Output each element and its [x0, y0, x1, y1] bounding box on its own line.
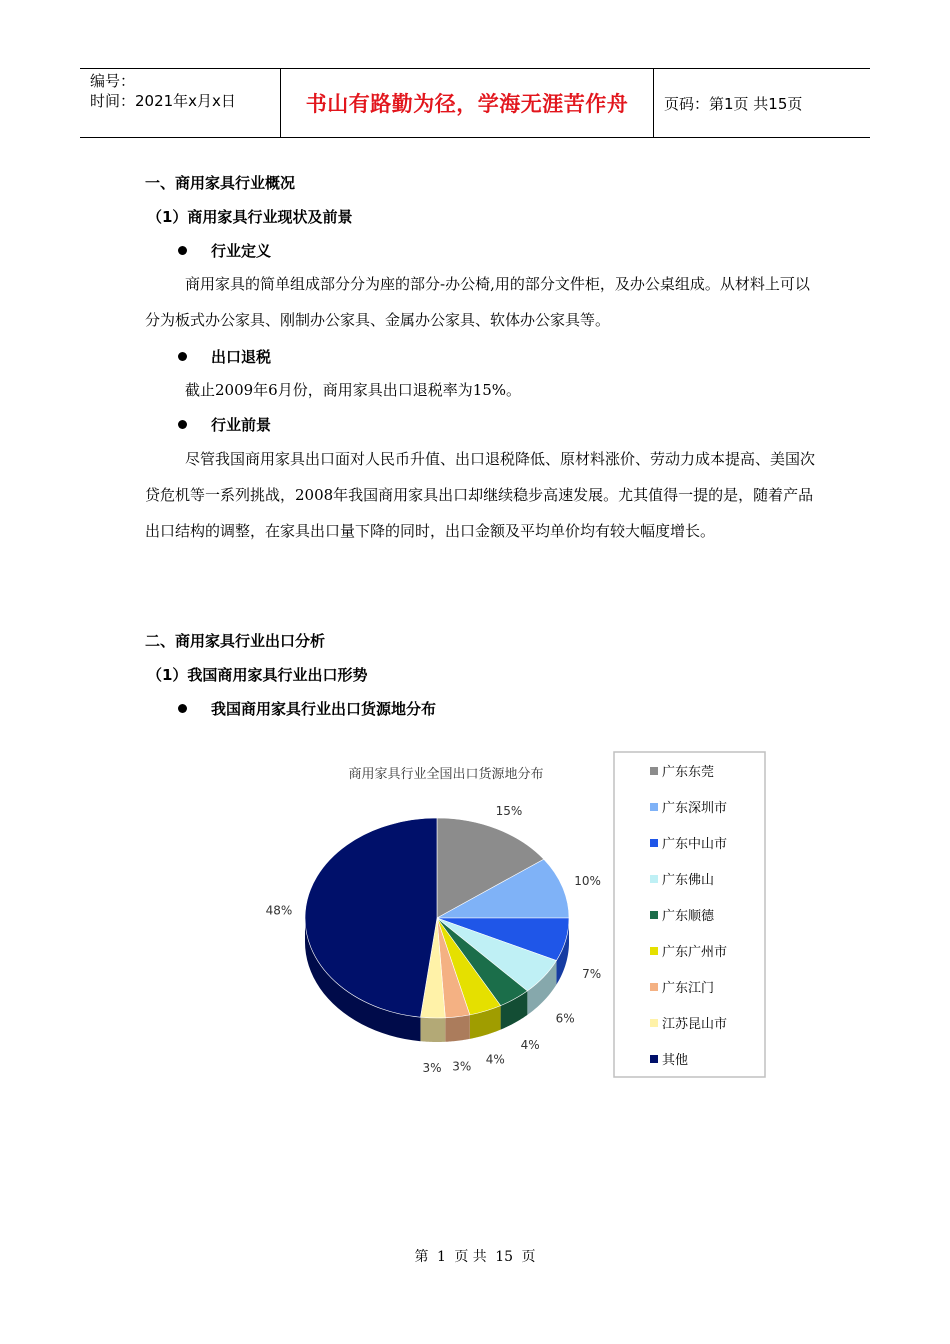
bullet-definition — [178, 240, 271, 261]
section2-title: 二、商用家具行业出口分析 — [145, 632, 326, 650]
para-outlook — [145, 441, 815, 549]
pie-chart-svg — [240, 748, 780, 1088]
pie-data-label: 3% — [422, 1060, 442, 1075]
para-tax — [145, 372, 815, 408]
legend-label: 江苏昆山市 — [662, 1017, 728, 1032]
legend-swatch — [650, 983, 658, 991]
pie-data-label: 4% — [520, 1038, 540, 1053]
legend-label: 其他 — [662, 1053, 689, 1068]
pie-data-label: 4% — [485, 1052, 505, 1067]
footer-total-pages: 15 — [495, 1249, 514, 1265]
bullet-dot-icon — [178, 704, 187, 713]
header-page-info: 页码：第1页 共15页 — [664, 94, 803, 113]
legend-label: 广东中山市 — [662, 837, 728, 852]
footer-suffix: 页 — [521, 1249, 536, 1265]
header-time-label: 时间：2021年x月x日 — [90, 92, 236, 110]
bullet-tax-label: 出口退税 — [211, 348, 272, 366]
bullet-distribution-label: 我国商用家具行业出口货源地分布 — [211, 700, 437, 718]
page-header — [80, 68, 870, 138]
bullet-distribution — [178, 698, 436, 719]
legend-swatch — [650, 1055, 658, 1063]
legend-label: 广东广州市 — [662, 945, 728, 960]
section2-sub1: （1）我国商用家具行业出口形势 — [147, 666, 368, 684]
legend-swatch — [650, 803, 658, 811]
bullet-outlook — [178, 414, 271, 435]
bullet-outlook-label: 行业前景 — [211, 416, 272, 434]
pie-slice-side — [445, 1015, 470, 1042]
pie-data-label: 6% — [555, 1011, 575, 1026]
pie-slice-side — [420, 1017, 445, 1042]
section1-title: 一、商用家具行业概况 — [145, 174, 296, 192]
header-motto: 书山有路勤为径，学海无涯苦作舟 — [281, 69, 654, 137]
bullet-tax — [178, 346, 271, 367]
bullet-dot-icon — [178, 352, 187, 361]
footer-mid: 页 共 — [454, 1249, 487, 1265]
legend-swatch — [650, 1019, 658, 1027]
pie-data-label: 7% — [582, 967, 602, 982]
legend-label: 广东江门 — [662, 981, 715, 996]
legend-label: 广东佛山 — [662, 873, 715, 888]
footer-page-number: 1 — [436, 1249, 446, 1265]
pie-data-label: 15% — [495, 804, 523, 819]
legend-swatch — [650, 839, 658, 847]
legend-swatch — [650, 767, 658, 775]
para-tax-text: 截止2009年6月份，商用家具出口退税率为15%。 — [185, 381, 522, 399]
header-meta — [80, 69, 281, 137]
pie-chart — [240, 748, 780, 1088]
section1-sub1: （1）商用家具行业现状及前景 — [147, 208, 353, 226]
legend-label: 广东顺德 — [662, 909, 715, 924]
para-definition — [145, 266, 815, 338]
legend-swatch — [650, 911, 658, 919]
bullet-definition-label: 行业定义 — [211, 242, 272, 260]
legend-swatch — [650, 947, 658, 955]
pie-data-label: 3% — [452, 1059, 472, 1074]
legend-label: 广东深圳市 — [662, 801, 728, 816]
header-number-label: 编号： — [90, 72, 136, 90]
page-footer — [0, 1246, 950, 1266]
pie-data-label: 48% — [265, 903, 293, 918]
bullet-dot-icon — [178, 420, 187, 429]
footer-prefix: 第 — [414, 1249, 429, 1265]
para-definition-text: 商用家具的简单组成部分分为座的部分-办公椅,用的部分文件柜，及办公桌组成。从材料上可以分为板式办公家具、刚制办公家具、金属办公家具、软体办公家具等。 — [145, 275, 810, 329]
para-outlook-text: 尽管我国商用家具出口面对人民币升值、出口退税降低、原材料涨价、劳动力成本提高、美国次贷危机等一系列挑战，2008年我国商用家具出口却继续稳步高速发展。尤其值得一提的是，随着产品出口结构的调整，在家具出口量下降的同时，出口金额及平均单价均有较大幅度增长。 — [145, 450, 816, 540]
legend-swatch — [650, 875, 658, 883]
chart-title: 商用家具行业全国出口货源地分布 — [348, 767, 544, 782]
bullet-dot-icon — [178, 246, 187, 255]
pie-data-label: 10% — [574, 873, 601, 888]
legend-label: 广东东莞 — [662, 765, 715, 780]
